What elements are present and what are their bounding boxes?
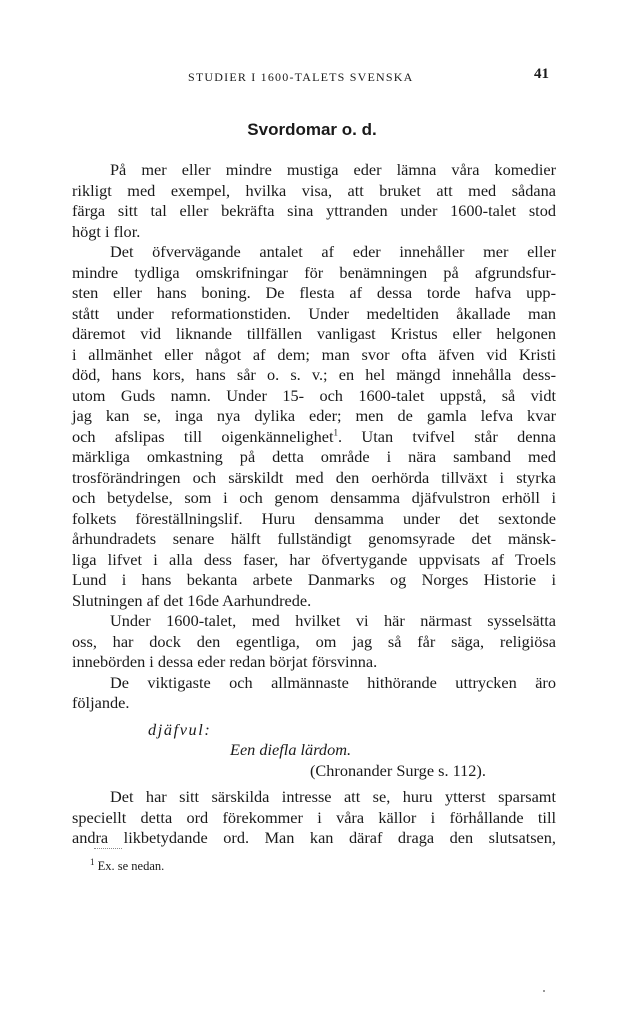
text-line-with-footnote (72, 427, 556, 448)
text-line: och betydelse, som i och genom densamma djäfvulstron erhöll i (72, 488, 556, 507)
text-segment: . Utan tvifvel står denna (338, 426, 557, 446)
quote-source: (Chronander Surge s. 112). (310, 760, 486, 780)
text-line: jag kan se, inga nya dylika eder; men de gamla lefva kvar (72, 406, 556, 425)
text-line: Det har sitt särskilda intresse att se, huru ytterst sparsamt (110, 787, 556, 806)
running-head: STUDIER I 1600-TALETS SVENSKA (188, 70, 414, 84)
text-line: trosförändringen och särskildt med den oerhörda tillväxt i styrka (72, 467, 556, 487)
section-title: Svordomar o. d. (247, 120, 377, 139)
text-line: märkliga omkastning på detta område i nära samband med (72, 447, 556, 466)
footnote (90, 856, 165, 874)
paper-speck (543, 990, 545, 992)
text-line: århundradets senare hälft fullständigt genomsyrade det mänsk- (72, 529, 556, 548)
text-line: De viktigaste och allmännaste hithörande uttrycken äro (110, 672, 556, 692)
text-line: utom Guds namn. Under 15- och 1600-talet uppstå, så vidt (72, 385, 556, 405)
text-line: rikligt med exempel, hvilka visa, att bruket att med sådana (72, 180, 556, 200)
page-number: 41 (534, 66, 549, 82)
text-line: högt i flor. (72, 221, 141, 241)
text-line: andra likbetydande ord. Man kan däraf draga den slutsatsen, (72, 828, 556, 847)
text-line: speciellt detta ord förekommer i våra källor i förhållande till (72, 807, 556, 827)
text-line: däremot vid liknande tillfällen vanligast Kristus eller helgonen (72, 324, 556, 343)
text-line: död, hans kors, hans sår o. s. v.; en hel mängd innehålla dess- (72, 365, 556, 384)
text-line: liga lifvet i alla dess faser, har öfvertygande uppvisats af Troels (72, 549, 556, 569)
text-line: På mer eller mindre mustiga eder lämna våra komedier (110, 160, 556, 179)
text-line: följande. (72, 693, 130, 712)
text-segment: och afslipas till oigenkännelighet (72, 426, 334, 446)
text-line: folkets föreställningslif. Huru densamma under det sextonde (72, 508, 556, 528)
text-line: i allmänhet eller något af dem; man svor ofta äfven vid Kristi (72, 344, 556, 364)
quote-text: Een diefla lärdom. (230, 740, 352, 759)
text-line: mindre tydliga omskrifningar för benämningen på afgrundsfur- (72, 262, 556, 282)
footnote-marker: 1 (90, 856, 95, 867)
footnote-divider (94, 848, 122, 849)
quote-headword: djäfvul: (148, 719, 212, 739)
text-line: Det öfvervägande antalet af eder innehåller mer eller (110, 242, 556, 261)
body-text (72, 160, 556, 849)
text-line: oss, har dock den egentliga, om jag så får säga, religiösa (72, 631, 556, 651)
text-line: stått under reformationstiden. Under medeltiden åkallade man (72, 303, 556, 323)
text-line: färga sitt tal eller bekräfta sina yttranden under 1600-talet stod (72, 201, 556, 220)
text-line: Lund i hans bekanta arbete Danmarks og Norges Historie i (72, 570, 556, 589)
text-line: Under 1600-talet, med hvilket vi här närmast sysselsätta (110, 611, 556, 630)
footnote-text: Ex. se nedan. (97, 859, 165, 873)
footnote-reference[interactable]: 1 (333, 427, 339, 438)
text-line: innebörden i dessa eder redan börjat försvinna. (72, 652, 378, 671)
text-line: Slutningen af det 16de Aarhundrede. (72, 590, 312, 610)
text-line: sten eller hans boning. De flesta af dessa torde hafva upp- (72, 283, 556, 302)
